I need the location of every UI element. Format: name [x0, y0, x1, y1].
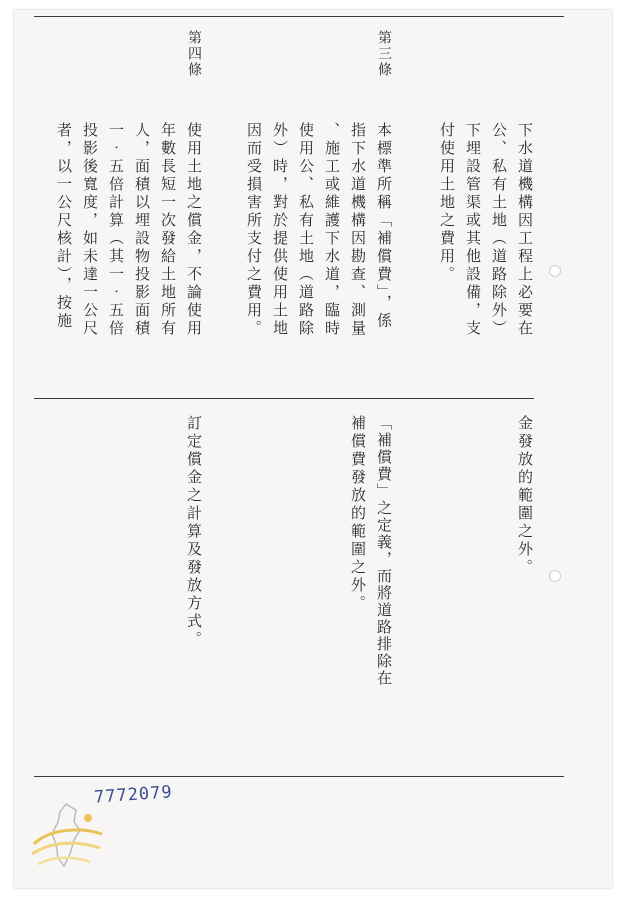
top-rule [34, 16, 564, 17]
article3-upper-col-4: 使用公、私有土地（道路除 [297, 122, 315, 338]
article3-lower-col-2: 補償費發放的範圍之外。 [349, 415, 367, 613]
explanation-upper-col-1: 下水道機構因工程上必要在 [516, 122, 534, 338]
explanation-lower-col-1: 金發放的範圍之外。 [516, 415, 534, 577]
explanation-upper-col-3: 下埋設管渠或其他設備，支 [464, 122, 482, 338]
binder-hole-1 [549, 265, 561, 277]
article3-upper-col-2: 指下水道機構因勘查、測量 [349, 122, 367, 338]
article4-lower-col-1: 訂定償金之計算及發放方式。 [185, 415, 203, 649]
archive-logo-icon [28, 800, 106, 880]
explanation-upper-col-4: 付使用土地之費用。 [438, 122, 456, 284]
article4-upper-col-4: 一‧五倍計算（其一‧五倍 [107, 122, 125, 338]
article3-upper-col-3: 、施工或維護下水道，臨時 [323, 122, 341, 338]
article3-upper-col-5: 外）時，對於提供使用土地 [271, 122, 289, 338]
article4-upper-col-6: 者，以一公尺核計），按施 [55, 122, 73, 331]
article3-heading: 第三條 [376, 30, 392, 78]
bottom-rule [34, 776, 564, 777]
article4-heading: 第四條 [186, 30, 202, 78]
document-page [14, 10, 612, 888]
article4-upper-col-3: 人，面積以埋設物投影面積 [133, 122, 151, 338]
explanation-upper-col-2: 公、私有土地（道路除外） [490, 122, 508, 338]
article4-upper-col-1: 使用土地之償金，不論使用 [185, 122, 203, 338]
article3-upper-col-1: 本標準所稱「補償費」，係 [375, 122, 393, 331]
article4-upper-col-2: 年數長短一次發給土地所有 [159, 122, 177, 338]
article3-upper-col-6: 因而受損害所支付之費用。 [245, 122, 263, 338]
middle-rule [34, 398, 534, 399]
archive-number-stamp: 7772079 [93, 782, 174, 808]
article4-upper-col-5: 投影後寬度，如未達一公尺 [81, 122, 99, 338]
article3-lower-col-1: 「補償費」之定義，而將道路排除在 [375, 415, 393, 687]
binder-hole-2 [549, 570, 561, 582]
